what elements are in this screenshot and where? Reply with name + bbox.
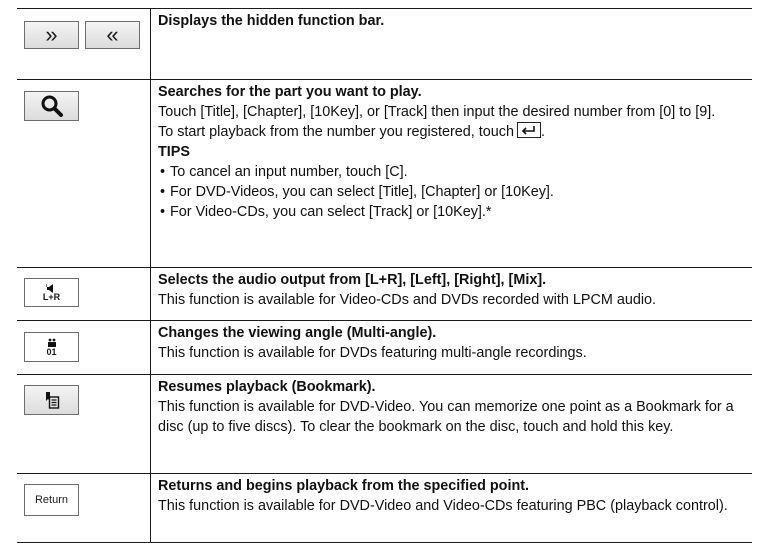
row-description xyxy=(158,476,750,516)
column-divider xyxy=(150,268,151,321)
enter-instruction: To start playback from the number you registered, touch xyxy=(158,124,514,140)
row-function-bar xyxy=(17,8,752,80)
angle-label: 01 xyxy=(46,346,57,357)
row-title: Selects the audio output from [L+R], [Left], [Right], [Mix]. xyxy=(158,272,547,288)
return-label: Return xyxy=(34,494,69,506)
key-cell xyxy=(17,80,150,268)
tips-heading: TIPS xyxy=(158,144,190,160)
audio-output-key[interactable] xyxy=(24,278,79,307)
hide-bar-key[interactable] xyxy=(85,21,140,49)
row-description xyxy=(158,82,750,222)
row-title: Resumes playback (Bookmark). xyxy=(158,379,376,395)
row-bookmark xyxy=(17,374,752,474)
return-key[interactable] xyxy=(24,484,79,516)
row-search xyxy=(17,79,752,268)
double-chevron-right-icon: » xyxy=(45,22,58,47)
key-cell xyxy=(17,375,150,474)
row-title: Changes the viewing angle (Multi-angle). xyxy=(158,325,437,341)
row-body-enter xyxy=(158,122,750,142)
key-cell xyxy=(17,474,150,542)
row-audio-output xyxy=(17,267,752,321)
tip-item: • For DVD-Videos, you can select [Title], [Chapter] or [10Key]. xyxy=(158,182,750,202)
key-cell xyxy=(17,9,150,80)
camera-angle-icon xyxy=(46,338,58,348)
bookmark-key[interactable] xyxy=(24,385,79,415)
double-chevron-left-icon: « xyxy=(106,22,119,47)
row-viewing-angle xyxy=(17,320,752,375)
row-return xyxy=(17,473,752,543)
row-title: Searches for the part you want to play. xyxy=(158,84,422,100)
row-body: This function is available for Video-CDs and DVDs recorded with LPCM audio. xyxy=(158,292,657,308)
row-body: Touch [Title], [Chapter], [10Key], or [Track] then input the desired number from [0] to [9]. xyxy=(158,104,716,120)
row-title: Returns and begins playback from the specified point. xyxy=(158,478,530,494)
row-body: This function is available for DVD-Video. You can memorize one point as a Bookmark for a disc (up to five discs). To clear the bookmark on the disc, touch and hold this key. xyxy=(158,399,734,435)
search-key[interactable] xyxy=(24,91,79,121)
row-body: This function is available for DVDs featuring multi-angle recordings. xyxy=(158,345,587,361)
row-body: This function is available for DVD-Video and Video-CDs featuring PBC (playback control). xyxy=(158,498,728,514)
column-divider xyxy=(150,474,151,542)
search-icon xyxy=(40,94,64,118)
row-description xyxy=(158,270,750,310)
column-divider xyxy=(150,80,151,268)
audio-output-label: L+R xyxy=(42,291,61,302)
row-description xyxy=(158,323,750,363)
tip-item: • To cancel an input number, touch [C]. xyxy=(158,162,750,182)
show-bar-key[interactable] xyxy=(24,21,79,49)
row-description xyxy=(158,11,750,31)
row-description xyxy=(158,377,750,437)
column-divider xyxy=(150,375,151,474)
bookmark-icon xyxy=(44,391,60,409)
column-divider xyxy=(150,9,151,80)
row-title: Displays the hidden function bar. xyxy=(158,13,385,29)
tip-item: • For Video-CDs, you can select [Track] or [10Key].* xyxy=(158,202,750,222)
angle-key[interactable] xyxy=(24,332,79,362)
enter-key-icon xyxy=(517,122,541,138)
enter-instruction-end: . xyxy=(540,124,545,140)
key-cell xyxy=(17,268,150,321)
column-divider xyxy=(150,321,151,375)
key-cell xyxy=(17,321,150,375)
